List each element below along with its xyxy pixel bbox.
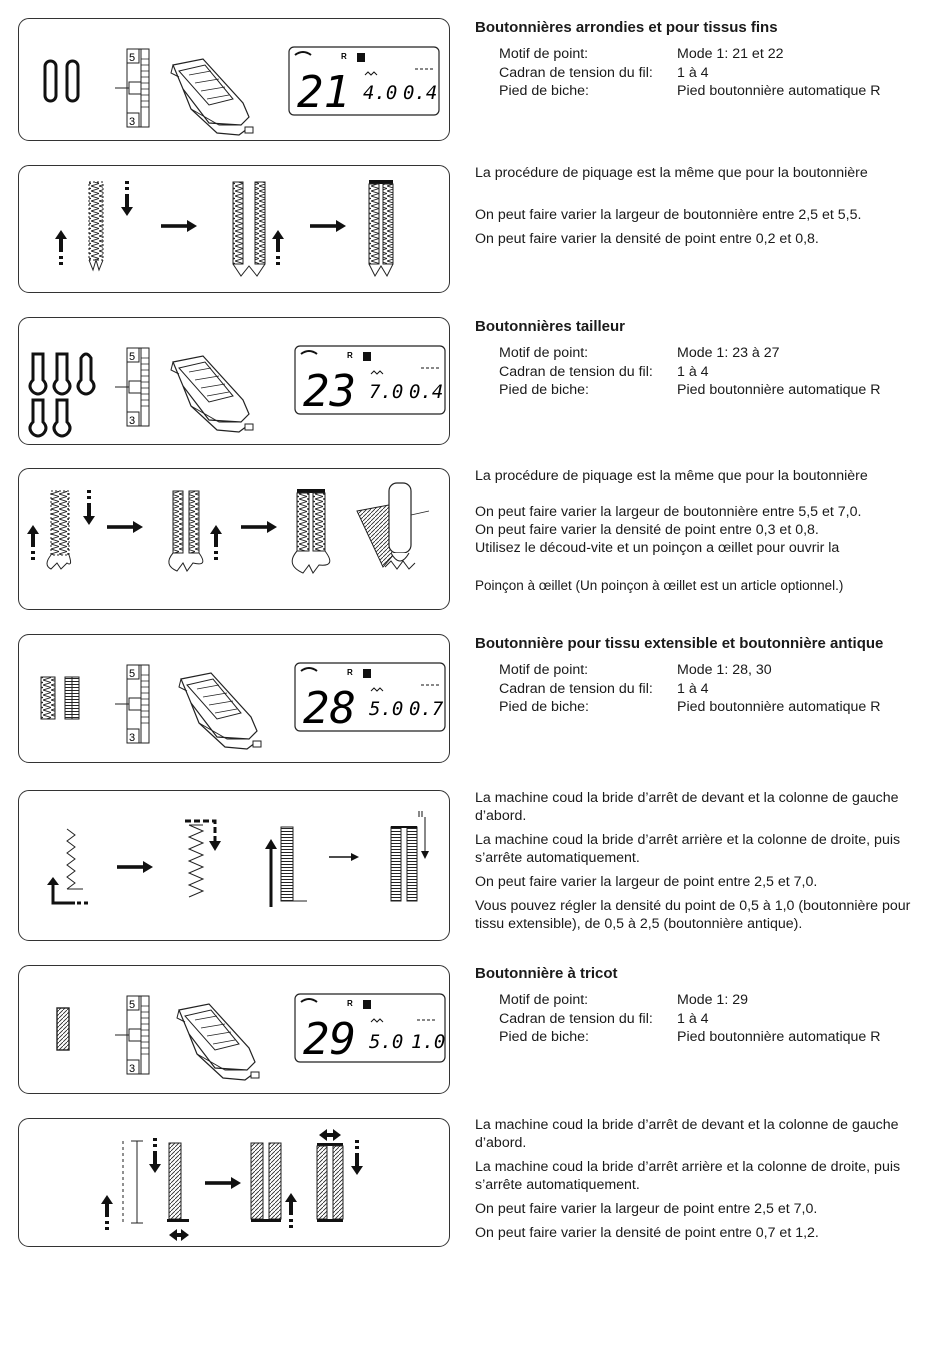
keyhole-buttonhole-illustration: [19, 318, 450, 445]
step-right-column: [169, 491, 203, 571]
spec-table: [499, 991, 925, 1047]
scale-bottom-label: 3: [129, 1063, 136, 1075]
eyelet-punch-icon: [357, 483, 429, 569]
arrow-right-icon: [241, 521, 277, 533]
spec-label: Motif de point:: [499, 46, 589, 62]
spec-value: Mode 1: 21 et 22: [677, 46, 784, 62]
illustration-panel-stretch-steps: [18, 790, 450, 941]
arrow-down-icon: [83, 490, 95, 525]
arrow-right-icon: [205, 1177, 241, 1189]
eyelet-punch-note: Poinçon à œillet (Un poinçon à œillet est un article optionnel.): [475, 578, 844, 593]
spec-row: [499, 661, 905, 680]
lcd-display: [295, 994, 445, 1065]
lcd-display: [295, 346, 445, 417]
section-stretch-text: [475, 633, 905, 717]
section-rounded-text: [475, 17, 925, 101]
spec-label: Cadran de tension du fil:: [499, 64, 653, 81]
knit-buttonhole-shape-icon: [57, 1008, 69, 1050]
scale-bottom-label: 3: [129, 732, 136, 744]
illustration-panel-knit-steps: [18, 1118, 450, 1247]
lcd-stitch-density: 0.4: [409, 381, 444, 403]
spec-value: 1 à 4: [677, 680, 709, 697]
spec-label: Motif de point:: [499, 992, 589, 1008]
scale-top-label: 5: [129, 351, 136, 363]
section-title: Boutonnière à tricot: [475, 965, 618, 982]
step-finished-buttonhole: [292, 489, 330, 573]
illustration-panel-stretch: [18, 634, 450, 763]
paragraph: On peut faire varier la largeur de point entre 2,5 et 7,0.: [475, 874, 818, 890]
spec-value: Pied boutonnière automatique R: [677, 699, 881, 715]
stretch-buttonhole-shapes-icon: [41, 677, 79, 719]
spec-value: 1 à 4: [677, 1010, 709, 1027]
paragraph: Utilisez le découd-vite et un poinçon a œillet pour ouvrir la: [475, 540, 840, 556]
section-knit-text: [475, 963, 925, 1047]
spec-row: [499, 82, 925, 101]
spec-value: Pied boutonnière automatique R: [677, 382, 881, 398]
scale-bottom-label: 3: [129, 415, 136, 427]
spec-label: Cadran de tension du fil:: [499, 680, 653, 697]
spec-value: 1 à 4: [677, 64, 709, 81]
rounded-buttonhole-illustration: [19, 19, 450, 141]
spec-row: [499, 363, 925, 382]
scale-bottom-label: 3: [129, 116, 136, 128]
spec-label: Motif de point:: [499, 662, 589, 678]
spec-row: [499, 1010, 925, 1029]
arrow-up-icon: [285, 1193, 297, 1228]
paragraph: La machine coud la bride d’arrêt arrière et la colonne de droite, puis s’arrête automatiquement.: [475, 832, 901, 866]
illustration-panel-keyhole: [18, 317, 450, 445]
spec-label: Cadran de tension du fil:: [499, 1010, 653, 1027]
thread-tension-icon: [363, 1000, 371, 1009]
buttonhole-scale-icon: [115, 665, 149, 744]
width-arrow-icon: [169, 1229, 189, 1241]
lcd-display: [295, 663, 445, 734]
paragraph: On peut faire varier la largeur de boutonnière entre 5,5 et 7,0.: [475, 504, 862, 520]
presser-foot-icon: [179, 673, 261, 749]
step-right-column: [233, 182, 265, 276]
step-left-column: [89, 182, 103, 270]
paragraph: On peut faire varier la densité de point entre 0,2 et 0,8.: [475, 231, 819, 247]
arrow-right-icon: [117, 861, 153, 873]
zigzag-right-step: [185, 821, 221, 897]
lcd-pattern-number: 23: [303, 366, 356, 417]
illustration-panel-rounded: [18, 18, 450, 141]
paragraph: On peut faire varier la densité de point entre 0,7 et 1,2.: [475, 1225, 819, 1241]
keyhole-shapes-icon: [30, 354, 94, 436]
spec-row: [499, 1028, 925, 1047]
spec-label: Cadran de tension du fil:: [499, 363, 653, 380]
lcd-stitch-density: 0.4: [403, 82, 438, 104]
lcd-mark: R: [347, 999, 353, 1008]
step-left-column: [47, 491, 71, 569]
section-title: Boutonnières tailleur: [475, 318, 626, 335]
stretch-buttonhole-illustration: [19, 635, 450, 763]
spec-label: Pied de biche:: [499, 83, 589, 99]
spec-value: Pied boutonnière automatique R: [677, 83, 881, 99]
section-knit-steps-text: [475, 1116, 915, 1248]
spec-row: [499, 344, 925, 363]
lcd-stitch-width: 5.0: [369, 698, 404, 720]
presser-foot-icon: [177, 1004, 259, 1080]
arrow-up-icon: [101, 1195, 113, 1230]
paragraph: On peut faire varier la largeur de boutonnière entre 2,5 et 5,5.: [475, 207, 862, 223]
lcd-pattern-number: 29: [303, 1014, 356, 1065]
spec-value: Pied boutonnière automatique R: [677, 1029, 881, 1045]
spec-row: [499, 698, 905, 717]
arrow-down-icon: [121, 181, 133, 216]
lcd-stitch-width: 4.0: [363, 82, 398, 104]
paragraph: La machine coud la bride d’arrêt arrière et la colonne de droite, puis s’arrête automatiquement.: [475, 1159, 901, 1193]
lcd-display: [289, 47, 439, 118]
illustration-panel-rounded-steps: [18, 165, 450, 293]
spec-row: [499, 45, 925, 64]
lcd-pattern-number: 21: [297, 67, 350, 118]
spec-row: [499, 991, 925, 1010]
section-keyhole-steps-text: [475, 467, 925, 601]
stretch-steps-illustration: [19, 791, 450, 941]
spec-row: [499, 381, 925, 400]
scale-top-label: 5: [129, 999, 136, 1011]
paragraph: La procédure de piquage est la même que pour la boutonnière: [475, 468, 868, 484]
lcd-mark: R: [347, 351, 353, 360]
spec-value: Mode 1: 29: [677, 992, 748, 1008]
arrow-up-icon: [272, 230, 284, 265]
spec-row: [499, 64, 925, 83]
presser-foot-icon: [171, 356, 253, 432]
presser-foot-icon: [171, 59, 253, 135]
lcd-stitch-width: 5.0: [369, 1031, 404, 1053]
spec-label: Pied de biche:: [499, 1029, 589, 1045]
lcd-stitch-density: 0.7: [409, 698, 444, 720]
spec-value: 1 à 4: [677, 363, 709, 380]
lcd-stitch-width: 7.0: [369, 381, 404, 403]
arrow-right-icon: [310, 220, 346, 232]
rounded-steps-illustration: [19, 166, 450, 293]
scale-top-label: 5: [129, 668, 136, 680]
paragraph: Vous pouvez régler la densité du point de 0,5 à 1,0 (boutonnière pour tissu extensible), de 0,5 à 2,5 (boutonnière antique).: [475, 898, 911, 932]
illustration-panel-keyhole-steps: [18, 468, 450, 610]
spec-table: [499, 661, 905, 717]
knit-finished-step: [317, 1129, 343, 1222]
bar-finished-step: [391, 811, 429, 901]
paragraph: La procédure de piquage est la même que pour la boutonnière: [475, 165, 868, 181]
spec-value: Mode 1: 28, 30: [677, 662, 772, 678]
spec-label: Pied de biche:: [499, 699, 589, 715]
arrow-up-icon: [55, 230, 67, 265]
bar-left-step: [265, 827, 307, 907]
thread-tension-icon: [357, 53, 365, 62]
knit-buttonhole-illustration: [19, 966, 450, 1094]
keyhole-steps-illustration: [19, 469, 450, 610]
scale-top-label: 5: [129, 52, 136, 64]
paragraph: La machine coud la bride d’arrêt de devant et la colonne de gauche d’abord.: [475, 790, 899, 824]
spec-table: [499, 45, 925, 101]
section-keyhole-text: [475, 316, 925, 400]
lcd-stitch-density: 1.0: [411, 1031, 446, 1053]
paragraph: On peut faire varier la largeur de point entre 2,5 et 7,0.: [475, 1201, 818, 1217]
buttonhole-scale-icon: [115, 49, 149, 128]
thread-tension-icon: [363, 352, 371, 361]
arrow-right-icon: [329, 853, 359, 861]
zigzag-left-step: [47, 829, 89, 903]
arrow-right-icon: [161, 220, 197, 232]
spec-table: [499, 344, 925, 400]
illustration-panel-knit: [18, 965, 450, 1094]
section-title: Boutonnières arrondies et pour tissus fins: [475, 19, 778, 36]
arrow-down-icon: [351, 1140, 363, 1175]
spec-label: Pied de biche:: [499, 382, 589, 398]
lcd-pattern-number: 28: [303, 683, 356, 734]
lcd-mark: R: [347, 668, 353, 677]
lcd-mark: R: [341, 52, 347, 61]
knit-right-step: [251, 1143, 281, 1222]
spec-value: Mode 1: 23 à 27: [677, 345, 780, 361]
knit-steps-illustration: [19, 1119, 450, 1247]
section-stretch-steps-text: [475, 789, 915, 939]
buttonhole-scale-icon: [115, 996, 149, 1075]
arrow-right-icon: [107, 521, 143, 533]
thread-tension-icon: [363, 669, 371, 678]
paragraph: La machine coud la bride d’arrêt de devant et la colonne de gauche d’abord.: [475, 1117, 899, 1151]
arrow-up-icon: [210, 525, 222, 560]
spec-label: Motif de point:: [499, 345, 589, 361]
buttonhole-scale-icon: [115, 348, 149, 427]
paragraph: On peut faire varier la densité de point entre 0,3 et 0,8.: [475, 522, 819, 538]
step-finished-buttonhole: [369, 180, 393, 276]
arrow-up-icon: [27, 525, 39, 560]
section-rounded-steps-text: [475, 164, 925, 254]
arrow-down-icon: [149, 1138, 161, 1173]
section-title: Boutonnière pour tissu extensible et boutonnière antique: [475, 635, 884, 652]
spec-row: [499, 680, 905, 699]
buttonhole-shapes-icon: [45, 61, 78, 101]
